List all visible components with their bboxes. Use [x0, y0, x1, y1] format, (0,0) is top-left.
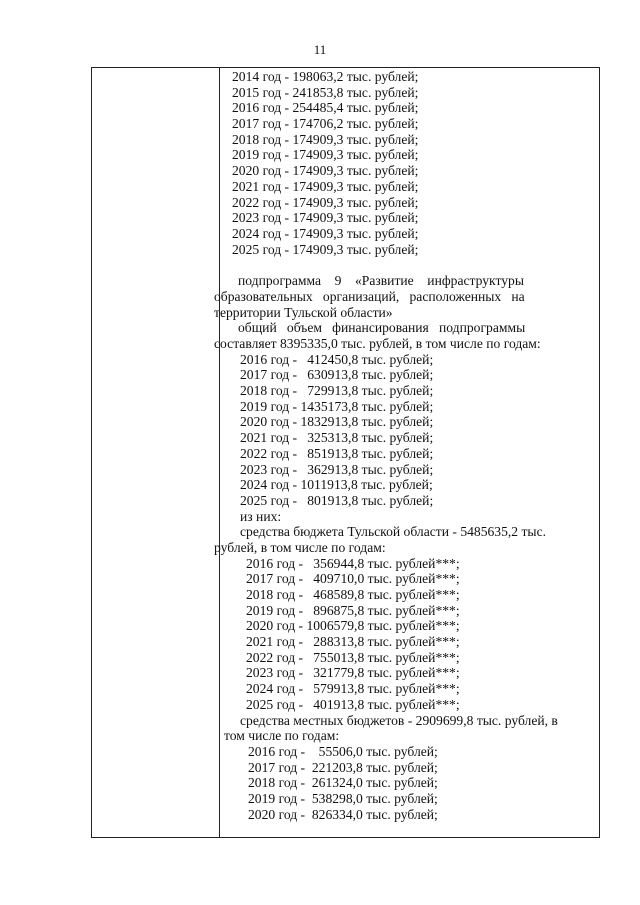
- list-item: 2019 год - 1435173,8 тыс. рублей;: [240, 398, 434, 414]
- list-item: 2017 год - 630913,8 тыс. рублей;: [240, 367, 434, 383]
- list-item: 2022 год - 851913,8 тыс. рублей;: [240, 445, 434, 461]
- list-item: 2020 год - 1832913,8 тыс. рублей;: [240, 414, 434, 430]
- funding-years-list-local: [228, 744, 598, 822]
- list-item: 2021 год - 288313,8 тыс. рублей***;: [246, 634, 460, 650]
- list-item: 2024 год - 579913,8 тыс. рублей***;: [246, 681, 460, 697]
- list-item: 2018 год - 261324,0 тыс. рублей;: [248, 775, 438, 791]
- list-item: 2019 год - 174909,3 тыс. рублей;: [232, 147, 419, 163]
- list-item: 2021 год - 174909,3 тыс. рублей;: [232, 178, 419, 194]
- list-item: 2016 год - 254485,4 тыс. рублей;: [232, 100, 419, 116]
- list-item: 2016 год - 356944,8 тыс. рублей***;: [246, 555, 460, 571]
- list-item: 2015 год - 241853,8 тыс. рублей;: [232, 84, 419, 100]
- subprogram-title-line: территории Тульской области»: [214, 304, 393, 320]
- table-cell-content: [214, 69, 598, 822]
- list-item: 2016 год - 412450,8 тыс. рублей;: [240, 351, 434, 367]
- list-item: 2020 год - 826334,0 тыс. рублей;: [248, 806, 438, 822]
- list-item: 2025 год - 174909,3 тыс. рублей;: [232, 241, 419, 257]
- list-item: 2020 год - 1006579,8 тыс. рублей***;: [246, 618, 460, 634]
- local-budget-line: том числе по годам:: [224, 728, 340, 744]
- list-item: 2025 год - 401913,8 тыс. рублей***;: [246, 696, 460, 712]
- funding-years-list-total: [228, 352, 598, 509]
- list-item: 2025 год - 801913,8 тыс. рублей;: [240, 492, 434, 508]
- funding-years-list-regional: [228, 556, 598, 713]
- subprogram-heading: [214, 273, 598, 351]
- list-item: 2023 год - 174909,3 тыс. рублей;: [232, 210, 419, 226]
- list-item: 2024 год - 174909,3 тыс. рублей;: [232, 225, 419, 241]
- local-budget-heading: [224, 712, 598, 744]
- list-item: 2017 год - 409710,0 тыс. рублей***;: [246, 571, 460, 587]
- regional-budget-line: средства бюджета Тульской области - 5485635,2 тыс.: [240, 524, 546, 540]
- list-item: 2022 год - 174909,3 тыс. рублей;: [232, 194, 419, 210]
- total-funding-line: общий объем финансирования подпрограммы: [238, 320, 526, 336]
- subprogram-title-line: подпрограмма 9 «Развитие инфраструктуры: [238, 273, 524, 289]
- of-them-label: из них:: [240, 508, 282, 524]
- regional-budget-line: рублей, в том числе по годам:: [214, 539, 386, 555]
- list-item: 2023 год - 321779,8 тыс. рублей***;: [246, 665, 460, 681]
- local-budget-line: средства местных бюджетов - 2909699,8 тыс. рублей, в: [240, 712, 558, 728]
- list-item: 2017 год - 221203,8 тыс. рублей;: [248, 759, 438, 775]
- list-item: 2020 год - 174909,3 тыс. рублей;: [232, 163, 419, 179]
- list-item: 2018 год - 468589,8 тыс. рублей***;: [246, 587, 460, 602]
- list-item: 2021 год - 325313,8 тыс. рублей;: [240, 430, 434, 446]
- regional-budget-heading: [214, 524, 598, 555]
- list-item: 2023 год - 362913,8 тыс. рублей;: [240, 461, 434, 477]
- list-item: 2019 год - 896875,8 тыс. рублей***;: [246, 602, 460, 618]
- list-item: 2019 год - 538298,0 тыс. рублей;: [248, 790, 438, 806]
- list-item: 2014 год - 198063,2 тыс. рублей;: [232, 69, 419, 84]
- list-item: 2018 год - 174909,3 тыс. рублей;: [232, 131, 419, 147]
- subprogram-title-line: образовательных организаций, расположенных на: [214, 288, 525, 304]
- page-number: 11: [313, 42, 327, 57]
- list-item: 2024 год - 1011913,8 тыс. рублей;: [240, 477, 433, 493]
- total-funding-line: составляет 8395335,0 тыс. рублей, в том числе по годам:: [214, 336, 541, 351]
- list-item: 2022 год - 755013,8 тыс. рублей***;: [246, 649, 460, 665]
- table-column-divider: [219, 67, 220, 838]
- funding-years-list-1: [228, 69, 598, 257]
- list-item: 2018 год - 729913,8 тыс. рублей;: [240, 383, 434, 399]
- list-item: 2017 год - 174706,2 тыс. рублей;: [232, 116, 419, 132]
- list-item: 2016 год - 55506,0 тыс. рублей;: [248, 743, 438, 759]
